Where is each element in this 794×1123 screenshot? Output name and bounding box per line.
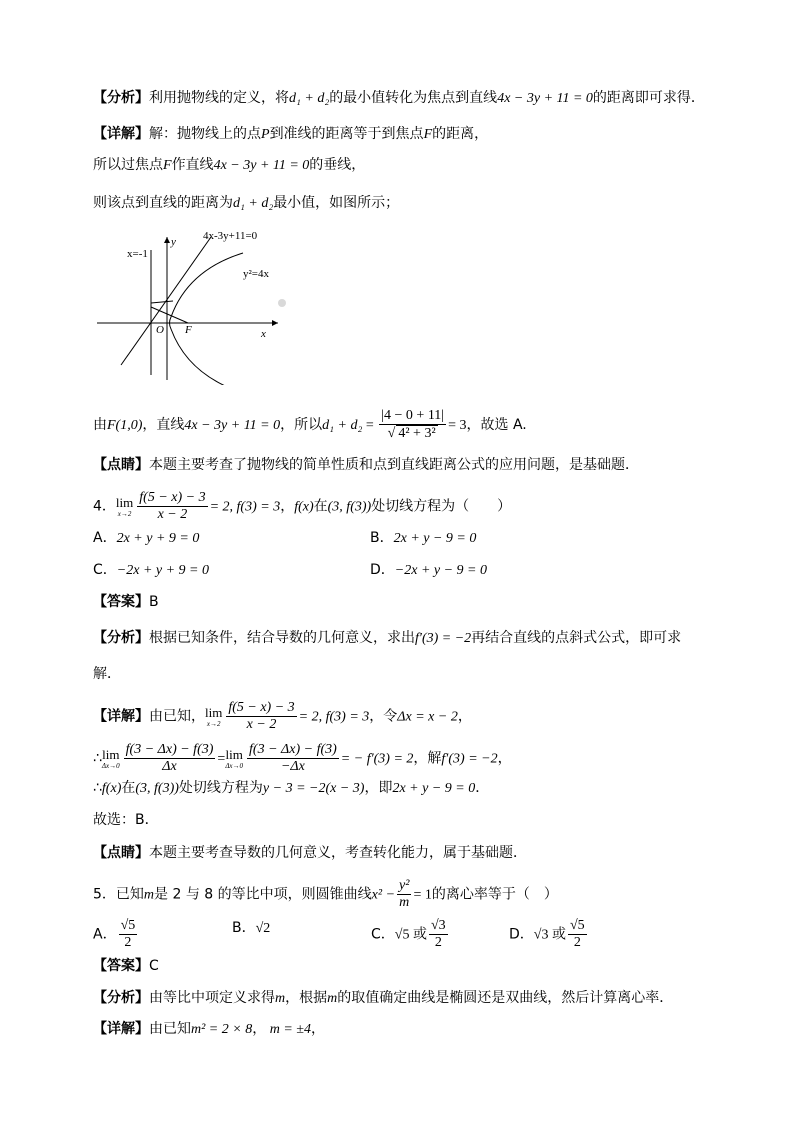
text: 到准线的距离等于到焦点 xyxy=(269,126,424,142)
math-f10: F(1,0) xyxy=(107,418,143,433)
horizontal-segment xyxy=(151,301,173,303)
math-result: = 3 xyxy=(448,418,467,433)
frac-den: −Δx xyxy=(280,759,305,774)
detail-tag: 【详解】 xyxy=(93,708,149,725)
math-fx: f(x) xyxy=(101,781,122,796)
text: 本题主要考查了抛物线的简单性质和点到直线距离公式的应用问题，是基础题． xyxy=(149,457,639,473)
math-d1d2: d₁ + d₂ xyxy=(322,418,363,433)
text: 的最小值转化为焦点到直线 xyxy=(329,90,498,106)
answer-value: C xyxy=(149,958,159,974)
option-4a[interactable] xyxy=(93,528,199,549)
text: 解：抛物线上的点 xyxy=(149,126,261,142)
text: 所以过焦点 xyxy=(93,157,163,173)
option-fraction xyxy=(429,918,448,951)
question-number: 5． xyxy=(93,886,116,903)
math-line-eq: 4x − 3y + 11 = 0 xyxy=(213,158,310,173)
text: ， xyxy=(497,750,512,767)
math-d1d2: d₁ + d₂ xyxy=(233,196,274,211)
option-expr: −2x + y + 9 = 0 xyxy=(116,563,209,578)
text: 解． xyxy=(93,666,121,682)
detail-line-1 xyxy=(93,124,488,145)
option-label: B． xyxy=(232,920,256,936)
text: 作直线 xyxy=(171,157,214,173)
math-d1d2: d₁ + d₂ xyxy=(289,91,330,106)
text: 已知 xyxy=(115,886,144,903)
text: ． xyxy=(475,780,490,796)
text: 利用抛物线的定义，将 xyxy=(149,90,289,106)
math-pm4: m = ±4 xyxy=(269,1022,311,1037)
text: ， xyxy=(457,708,472,725)
option-5b[interactable] xyxy=(232,918,270,939)
y-axis-arrow xyxy=(164,237,170,243)
text: ∴ xyxy=(93,750,102,767)
analysis-tag: 【分析】 xyxy=(93,90,149,106)
option-5a[interactable] xyxy=(93,918,139,951)
sqrt-content: 4² + 3² xyxy=(398,426,436,441)
lim-sub: Δx→0 xyxy=(101,761,120,770)
math-conic-b: = 1 xyxy=(413,887,432,903)
text: 的距离， xyxy=(432,126,489,142)
text: 在 xyxy=(313,498,328,515)
math-eq: = 2, f(3) = 3 xyxy=(298,709,370,725)
text: 处切线方程为（ ） xyxy=(371,498,512,515)
option-pre: √5 或 xyxy=(394,927,427,943)
detail-5: 【详解】由已知m² = 2 × 8， m = ±4， xyxy=(93,1021,325,1037)
text: 的垂线， xyxy=(309,157,366,173)
conic-fraction xyxy=(397,878,411,911)
detail-tag: 【详解】 xyxy=(93,1021,149,1037)
math-conic-a: x² − xyxy=(371,887,396,903)
text: 在 xyxy=(121,780,136,796)
comment-line xyxy=(93,455,639,475)
option-4c[interactable] xyxy=(93,560,209,581)
label-parabola: y²=4x xyxy=(243,268,270,280)
frac-num: |4 − 0 + 11| xyxy=(381,408,445,423)
answer-value: B xyxy=(149,594,159,610)
math-point: (3, f(3)) xyxy=(327,499,372,515)
label-origin: O xyxy=(156,324,164,336)
question-5 xyxy=(93,878,558,911)
option-label: D． xyxy=(509,926,534,943)
option-fraction xyxy=(119,918,138,951)
detail-4-line-1 xyxy=(93,700,472,733)
text: 是 2 与 8 的等比中项，则圆锥曲线 xyxy=(154,886,372,903)
analysis-tag: 【分析】 xyxy=(93,990,149,1006)
text: 的离心率等于（ ） xyxy=(431,886,558,903)
comment-4 xyxy=(93,843,527,863)
analysis-4 xyxy=(93,628,681,649)
comment-tag: 【点睛】 xyxy=(93,845,149,861)
frac-num: y² xyxy=(399,878,410,893)
conclusion-line: 由F(1,0)，直线4x − 3y + 11 = 0，所以d₁ + d₂ = $\frac{|4 - 0 + 11|}{\text{√ 4² + 3²}}$ = 3，故选 A. xyxy=(93,408,527,441)
text: 处切线方程为 xyxy=(178,780,263,796)
limit-symbol xyxy=(225,748,243,770)
text: ，令 xyxy=(369,708,398,725)
detail-tag: 【详解】 xyxy=(93,126,149,142)
text: ，所以 xyxy=(280,417,323,433)
detail-line-2 xyxy=(93,155,365,176)
distance-fraction xyxy=(379,408,446,442)
text: 本题主要考查导数的几何意义，考查转化能力，属于基础题． xyxy=(149,845,527,861)
choice-4 xyxy=(93,810,159,830)
option-4b[interactable] xyxy=(370,528,476,549)
lim-word: lim xyxy=(225,746,243,762)
detail-line-3 xyxy=(93,193,399,214)
math-fp3: f′(3) = −2 xyxy=(415,631,472,646)
text: 由已知 xyxy=(149,1021,191,1037)
math-fp3: f′(3) = −2 xyxy=(441,751,498,767)
math-m: m xyxy=(327,991,338,1006)
option-5c[interactable] xyxy=(371,918,450,951)
math-m2: m² = 2 × 8 xyxy=(191,1022,253,1037)
answer-5 xyxy=(93,956,159,976)
math-f: F xyxy=(163,158,172,173)
label-line-eq: 4x-3y+11=0 xyxy=(203,230,258,242)
option-4d[interactable] xyxy=(370,560,487,581)
text: ， xyxy=(310,1021,325,1037)
frac-den: m xyxy=(399,895,410,910)
math-tangent-2: 2x + y − 9 = 0 xyxy=(392,781,476,796)
label-y: y xyxy=(171,236,176,248)
math-line-eq: 4x − 3y + 11 = 0 xyxy=(184,418,281,433)
math-line-eq: 4x − 3y + 11 = 0 xyxy=(497,91,593,106)
frac-num: √5 xyxy=(120,918,136,933)
math-m: m xyxy=(275,991,286,1006)
text: ，即 xyxy=(364,780,393,796)
text: 由等比中项定义求得 xyxy=(149,990,275,1006)
detail-4-line-3 xyxy=(93,778,489,799)
option-expr: −2x + y − 9 = 0 xyxy=(394,563,487,578)
option-expr: √2 xyxy=(255,921,271,936)
option-fraction xyxy=(568,918,587,951)
parabola-figure xyxy=(93,225,293,385)
frac-den: x − 2 xyxy=(246,717,277,732)
math-fx: f(x) xyxy=(294,499,314,515)
frac-den: √ 4² + 3² xyxy=(387,426,436,441)
frac-num: √3 xyxy=(430,918,446,933)
option-label: C． xyxy=(371,926,395,943)
math-f: F xyxy=(423,127,433,142)
math-m: m xyxy=(143,887,155,903)
option-label: D． xyxy=(370,562,395,578)
answer-tag: 【答案】 xyxy=(93,594,149,610)
lim-sub: Δx→0 xyxy=(225,761,244,770)
analysis-5 xyxy=(93,988,673,1009)
lim-word: lim xyxy=(205,704,223,720)
text: ， xyxy=(280,498,295,515)
lim-sub: x→2 xyxy=(206,719,221,728)
option-expr: 2x + y − 9 = 0 xyxy=(393,531,477,546)
frac-den: x − 2 xyxy=(157,507,188,522)
frac-num: f(3 − Δx) − f(3) xyxy=(249,742,337,757)
question-number: 4． xyxy=(93,498,116,515)
option-pre: √3 或 xyxy=(533,927,566,943)
analysis-tag: 【分析】 xyxy=(93,630,149,646)
lim-word: lim xyxy=(115,494,134,510)
answer-tag: 【答案】 xyxy=(93,958,149,974)
text: 由已知， xyxy=(149,708,205,725)
math-point: (3, f(3)) xyxy=(135,781,179,796)
math-eq: = xyxy=(217,751,226,767)
option-label: B． xyxy=(370,530,394,546)
text: 最小值，如图所示； xyxy=(273,195,400,211)
frac-num: √5 xyxy=(569,918,585,933)
q4-fraction xyxy=(137,490,207,523)
text: 再结合直线的点斜式公式，即可求 xyxy=(471,630,682,646)
analysis-4-cont xyxy=(93,664,121,684)
text: 则该点到直线的距离为 xyxy=(93,195,233,211)
q4-fraction xyxy=(226,700,296,733)
lim-fraction-2 xyxy=(247,742,339,775)
question-4 xyxy=(93,490,511,523)
text: ，直线 xyxy=(142,417,185,433)
frac-den: 2 xyxy=(573,935,581,950)
limit-symbol xyxy=(205,706,222,728)
text: ，故选 A. xyxy=(466,417,527,433)
text: ∴ xyxy=(93,780,102,796)
frac-num: f(5 − x) − 3 xyxy=(228,700,295,715)
option-label: A． xyxy=(93,530,117,546)
lim-word: lim xyxy=(102,746,120,762)
option-label: C． xyxy=(93,562,117,578)
text: ，根据 xyxy=(285,990,328,1006)
option-5d[interactable] xyxy=(509,918,589,951)
lim-fraction-1 xyxy=(124,742,216,775)
frac-num: f(3 − Δx) − f(3) xyxy=(125,742,214,757)
label-focus: F xyxy=(185,324,192,336)
frac-num: f(5 − x) − 3 xyxy=(139,490,206,505)
label-directrix: x=-1 xyxy=(127,248,148,260)
text: 根据已知条件，结合导数的几何意义，求出 xyxy=(149,630,415,646)
comment-tag: 【点睛】 xyxy=(93,457,149,473)
math-dx: Δx = x − 2 xyxy=(397,709,458,725)
page-marker-dot xyxy=(278,299,286,307)
lim-sub: x→2 xyxy=(117,509,132,518)
math-p: P xyxy=(261,127,270,142)
analysis-line-1 xyxy=(93,88,705,109)
text: 故选：B． xyxy=(93,812,159,828)
text: 的距离即可求得． xyxy=(592,90,705,106)
parabola-curve xyxy=(170,253,244,385)
limit-symbol xyxy=(102,748,120,770)
frac-den: 2 xyxy=(434,935,442,950)
answer-4 xyxy=(93,592,159,612)
math-tangent-1: y − 3 = −2(x − 3) xyxy=(262,781,365,796)
x-axis-arrow xyxy=(272,320,278,326)
math-eq: = 2, f(3) = 3 xyxy=(209,499,281,515)
label-x: x xyxy=(261,328,266,340)
frac-den: 2 xyxy=(124,935,132,950)
detail-4-line-2 xyxy=(93,742,512,775)
math-result: = − f′(3) = 2 xyxy=(340,751,414,767)
limit-symbol xyxy=(116,496,133,518)
text: ，解 xyxy=(413,750,442,767)
text: 由 xyxy=(93,417,107,433)
option-expr: 2x + y + 9 = 0 xyxy=(116,531,200,546)
text: 的取值确定曲线是椭圆还是双曲线，然后计算离心率． xyxy=(337,990,674,1006)
frac-den: Δx xyxy=(162,759,177,774)
option-label: A． xyxy=(93,926,117,943)
